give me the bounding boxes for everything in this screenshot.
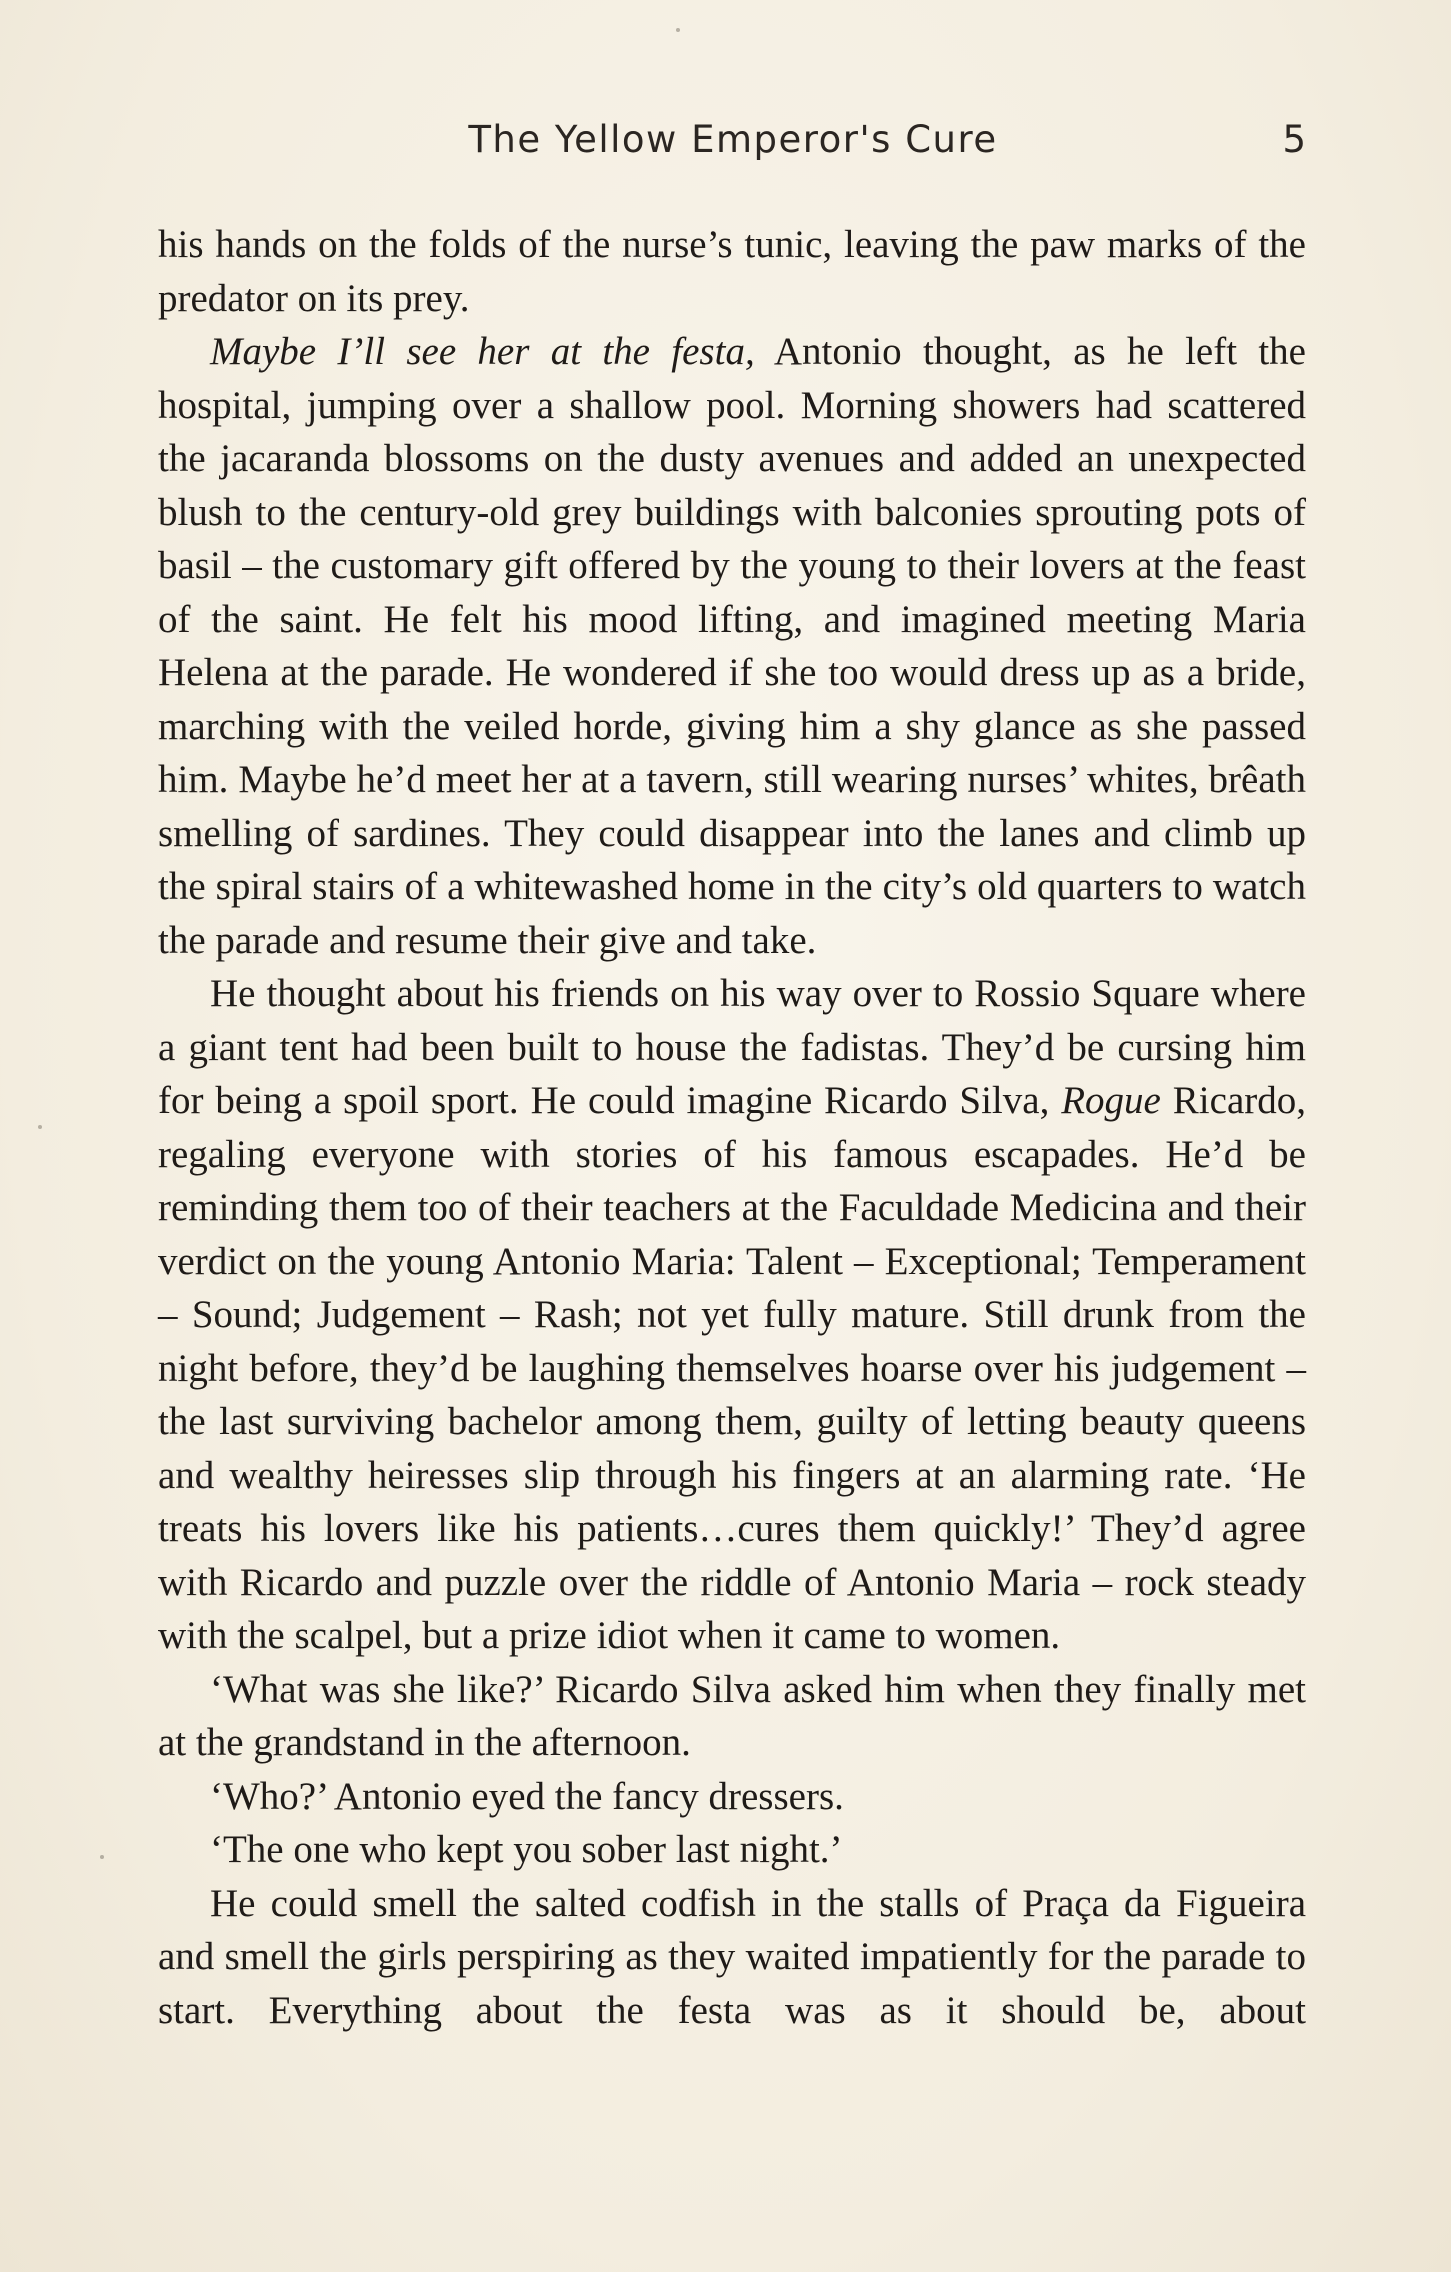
paragraph-2	[158, 325, 1306, 967]
paragraph-text: ‘Who?’ Antonio eyed the fancy dressers.	[210, 1774, 844, 1818]
paragraph-text: Ricardo, regaling everyone with stories of his famous escapades. He’d be reminding them too of their teachers at the Faculdade Medicina and their verdict on the young Antonio Maria: Talent – Exceptional; Temperament – Sound; Judgement – Rash; not yet fully mature. Still drunk from the night before, they’d be laughing themselves hoarse over his judgement – the last surviving bachelor among them, guilty of letting beauty queens and wealthy heiresses slip through his fingers at an alarming rate. ‘He treats his lovers like his patients…cures them quickly!’ They’d agree with Ricardo and puzzle over the riddle of Antonio Maria – rock steady with the scalpel, but a prize idiot when it came to women.	[158, 1079, 1306, 1657]
paragraph-6	[158, 1823, 1306, 1877]
paragraph-4	[158, 1663, 1306, 1770]
paragraph-italic-word: Rogue	[1061, 1079, 1161, 1122]
running-head	[160, 118, 1306, 172]
print-speck	[38, 1125, 42, 1129]
paragraph-1	[158, 218, 1306, 325]
paragraph-text: Antonio thought, as he left the hospital, jumping over a shallow pool. Morning showers had scattered the jacaranda blossoms on the dusty avenues and added an unexpected blush to the century-old grey buildings with balconies sprouting pots of basil – the customary gift offered by the young to their lovers at the feast of the saint. He felt his mood lifting, and imagined meeting Maria Helena at the parade. He wondered if she too would dress up as a bride, marching with the veiled horde, giving him a shy glance as she passed him. Maybe he’d meet her at a tavern, still wearing nurses’ whites, brêath smelling of sardines. They could disappear into the lanes and climb up the spiral stairs of a whitewashed home in the city’s old quarters to watch the parade and resume their give and take.	[158, 330, 1306, 962]
running-head-title: The Yellow Emperor's Cure	[468, 118, 998, 161]
paragraph-text: his hands on the folds of the nurse’s tunic, leaving the paw marks of the predator on its prey.	[158, 223, 1306, 320]
print-speck	[676, 28, 680, 32]
body-text	[158, 218, 1306, 2037]
paragraph-text: ‘The one who kept you sober last night.’	[210, 1828, 843, 1871]
paragraph-text: He thought about his friends on his way over to Rossio Square where a giant tent had been built to house the fadistas. They’d be cursing him for being a spoil sport. He could imagine Ricardo Silva,	[158, 972, 1306, 1122]
page-number: 5	[1282, 118, 1306, 161]
print-speck	[100, 1855, 104, 1859]
paragraph-italic-lead: Maybe I’ll see her at the festa,	[210, 330, 755, 373]
paragraph-text: He could smell the salted codfish in the stalls of Praça da Figueira and smell the girls perspiring as they waited impatiently for the parade to start. Everything about the festa was as it should be, about	[158, 1881, 1306, 2032]
paragraph-3	[158, 967, 1306, 1663]
paragraph-7	[158, 1877, 1306, 2038]
paragraph-5	[158, 1770, 1306, 1824]
paragraph-text: ‘What was she like?’ Ricardo Silva asked him when they finally met at the grandstand in the afternoon.	[158, 1667, 1306, 1764]
